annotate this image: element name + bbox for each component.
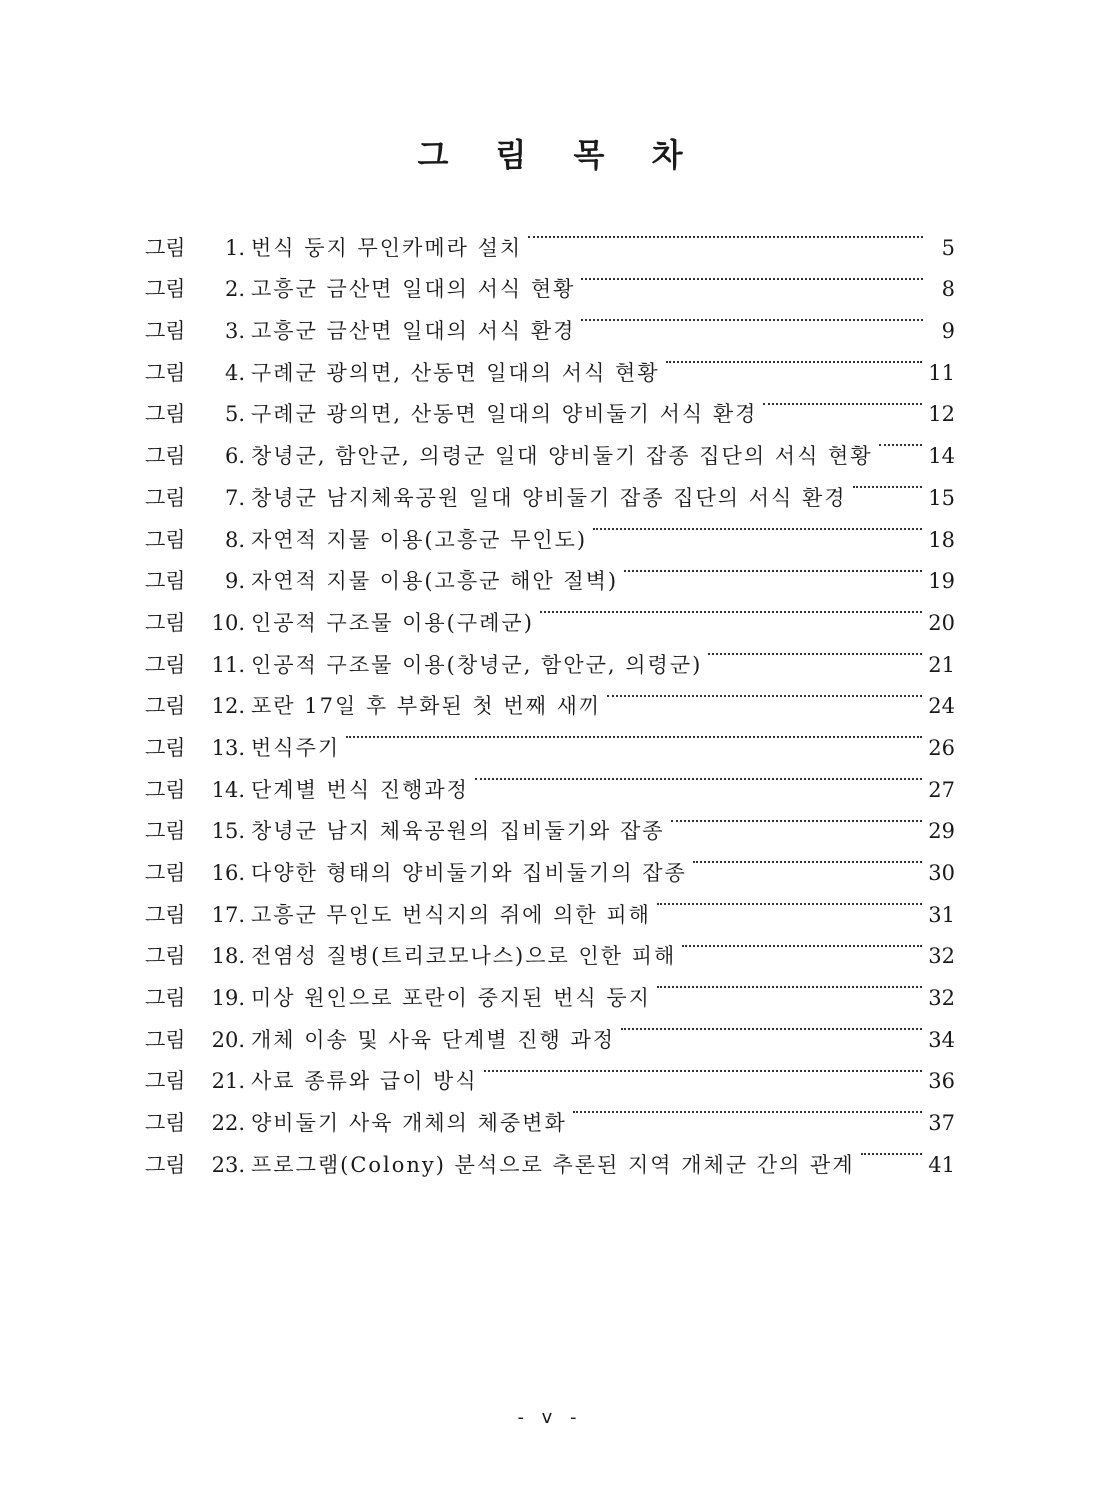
toc-entry-title: 자연적 지물 이용(고흥군 해안 절벽)	[251, 569, 619, 594]
dot-leader	[763, 380, 922, 422]
toc-entry-title: 전염성 질병(트리코모나스)으로 인한 피해	[251, 944, 677, 969]
toc-entry-number: 2.	[224, 277, 245, 302]
toc-entry-number: 1.	[224, 235, 245, 260]
toc-entry-prefix: 그림	[145, 444, 186, 469]
toc-entry-prefix: 그림	[145, 1111, 186, 1136]
toc-entry-page: 36	[928, 1069, 955, 1094]
toc-entry-title: 사료 종류와 급이 방식	[251, 1069, 478, 1094]
toc-entry-number: 21.	[211, 1069, 245, 1094]
toc-entry-number: 19.	[211, 986, 245, 1011]
toc-entry-page: 12	[928, 402, 955, 427]
dot-leader	[540, 588, 922, 630]
toc-entry-number: 14.	[211, 777, 245, 802]
toc-entry-prefix: 그림	[145, 1027, 186, 1052]
toc-entry-title: 구례군 광의면, 산동면 일대의 서식 현황	[251, 360, 660, 385]
toc-entry-title: 창녕군, 함안군, 의령군 일대 양비둘기 잡종 집단의 서식 현황	[251, 444, 873, 469]
toc-entry-title: 다양한 형태의 양비둘기와 집비둘기의 잡종	[251, 861, 687, 885]
dot-leader	[879, 421, 923, 463]
dot-leader	[573, 1088, 923, 1130]
toc-entry-number: 22.	[211, 1111, 245, 1136]
toc-entry-page: 15	[928, 485, 955, 510]
toc-entry-prefix: 그림	[145, 610, 186, 635]
dot-leader	[475, 755, 922, 797]
figure-list	[145, 213, 955, 1177]
toc-entry-page: 20	[928, 610, 955, 635]
page-title: 그 림 목 차	[417, 136, 701, 175]
toc-entry-number: 12.	[211, 694, 245, 719]
toc-entry-number: 13.	[211, 735, 245, 760]
toc-entry-page: 11	[928, 360, 955, 385]
toc-entry-number: 17.	[211, 902, 245, 927]
toc-entry-title: 고흥군 금산면 일대의 서식 환경	[251, 319, 576, 344]
toc-entry-title: 양비둘기 사육 개체의 체중변화	[251, 1111, 567, 1136]
toc-entry-page: 5	[941, 235, 955, 260]
toc-entry-prefix: 그림	[145, 1069, 186, 1094]
toc-entry-page: 32	[928, 944, 955, 969]
toc-entry-prefix: 그림	[145, 819, 186, 844]
dot-leader	[593, 505, 922, 547]
toc-entry-page: 24	[928, 694, 955, 719]
toc-entry-prefix: 그림	[145, 319, 186, 344]
dot-leader	[682, 922, 922, 964]
toc-entry-number: 15.	[211, 819, 245, 844]
toc-entry-page: 21	[928, 652, 955, 677]
toc-entry-number: 23.	[211, 1152, 245, 1177]
toc-entry-page: 41	[928, 1152, 955, 1177]
toc-entry-prefix: 그림	[145, 569, 186, 594]
dot-leader	[346, 713, 922, 755]
toc-entry-number: 6.	[224, 444, 245, 469]
dot-leader	[581, 255, 923, 297]
toc-entry-prefix: 그림	[145, 652, 186, 677]
toc-entry-page: 29	[928, 819, 955, 844]
toc-entry-title: 구례군 광의면, 산동면 일대의 양비둘기 서식 환경	[251, 402, 758, 427]
dot-leader	[528, 213, 923, 255]
toc-entry-page: 30	[928, 861, 955, 885]
toc-entry-title: 번식 둥지 무인카메라 설치	[251, 235, 523, 260]
dot-leader	[693, 838, 922, 880]
toc-entry-title: 개체 이송 및 사육 단계별 진행 과정	[251, 1027, 616, 1052]
dot-leader	[853, 463, 923, 505]
toc-entry-number: 20.	[211, 1027, 245, 1052]
toc-entry-page: 9	[941, 319, 955, 344]
toc-entry-page: 8	[941, 277, 955, 302]
toc-entry-number: 9.	[224, 569, 245, 594]
toc-entry-title: 인공적 구조물 이용(구례군)	[251, 610, 534, 635]
toc-entry-prefix: 그림	[145, 777, 186, 802]
toc-entry-page: 37	[928, 1111, 955, 1136]
toc-entry-number: 3.	[224, 319, 245, 344]
dot-leader	[607, 672, 922, 714]
toc-entry-prefix: 그림	[145, 861, 186, 885]
toc-entry-title: 인공적 구조물 이용(창녕군, 함안군, 의령군)	[251, 652, 703, 677]
dot-leader	[657, 963, 922, 1005]
toc-entry-page: 34	[928, 1027, 955, 1052]
toc-entry-prefix: 그림	[145, 360, 186, 385]
dot-leader	[484, 1047, 923, 1089]
toc-entry-prefix: 그림	[145, 735, 186, 760]
toc-entry-number: 16.	[211, 861, 245, 885]
toc-entry-prefix: 그림	[145, 986, 186, 1011]
toc-entry-number: 18.	[211, 944, 245, 969]
toc-entry-title: 프로그램(Colony) 분석으로 추론된 지역 개체군 간의 관계	[251, 1152, 855, 1177]
toc-entry-number: 4.	[224, 360, 245, 385]
toc-entry-page: 14	[928, 444, 955, 469]
toc-entry-prefix: 그림	[145, 527, 186, 552]
toc-entry-title: 고흥군 무인도 번식지의 쥐에 의한 피해	[251, 902, 651, 927]
toc-entry-page: 26	[928, 735, 955, 760]
toc-entry-title: 포란 17일 후 부화된 첫 번째 새끼	[251, 694, 602, 719]
toc-entry-number: 5.	[224, 402, 245, 427]
toc-entry-number: 10.	[211, 610, 245, 635]
toc-entry-title: 창녕군 남지체육공원 일대 양비둘기 잡종 집단의 서식 환경	[251, 485, 847, 510]
toc-entry-prefix: 그림	[145, 902, 186, 927]
toc-entry-page: 31	[928, 902, 955, 927]
toc-entry-prefix: 그림	[145, 485, 186, 510]
toc-entry-prefix: 그림	[145, 1152, 186, 1177]
toc-entry-title: 자연적 지물 이용(고흥군 무인도)	[251, 527, 588, 552]
dot-leader	[861, 1130, 923, 1172]
toc-entry-prefix: 그림	[145, 402, 186, 427]
toc-entry-prefix: 그림	[145, 235, 186, 260]
dot-leader	[708, 630, 922, 672]
toc-entry-title: 미상 원인으로 포란이 중지된 번식 둥지	[251, 986, 651, 1011]
toc-entry-page: 18	[928, 527, 955, 552]
dot-leader	[624, 547, 922, 589]
toc-entry-page: 32	[928, 986, 955, 1011]
toc-entry-page: 27	[928, 777, 955, 802]
toc-entry-page: 19	[928, 569, 955, 594]
dot-leader	[621, 1005, 922, 1047]
toc-entry-title: 창녕군 남지 체육공원의 집비둘기와 잡종	[251, 819, 665, 844]
toc-entry-title: 번식주기	[251, 735, 341, 760]
toc-entry-title: 고흥군 금산면 일대의 서식 현황	[251, 277, 576, 302]
toc-entry-title: 단계별 번식 진행과정	[251, 777, 469, 802]
dot-leader	[666, 338, 923, 380]
page-number: - v -	[517, 1407, 583, 1428]
dot-leader	[581, 296, 923, 338]
toc-entry-prefix: 그림	[145, 277, 186, 302]
toc-entry-number: 8.	[224, 527, 245, 552]
dot-leader	[671, 797, 923, 839]
toc-entry[interactable]	[145, 213, 955, 260]
toc-entry-number: 11.	[211, 652, 245, 677]
toc-entry-prefix: 그림	[145, 694, 186, 719]
toc-entry-prefix: 그림	[145, 944, 186, 969]
dot-leader	[657, 880, 922, 922]
toc-entry-number: 7.	[224, 485, 245, 510]
